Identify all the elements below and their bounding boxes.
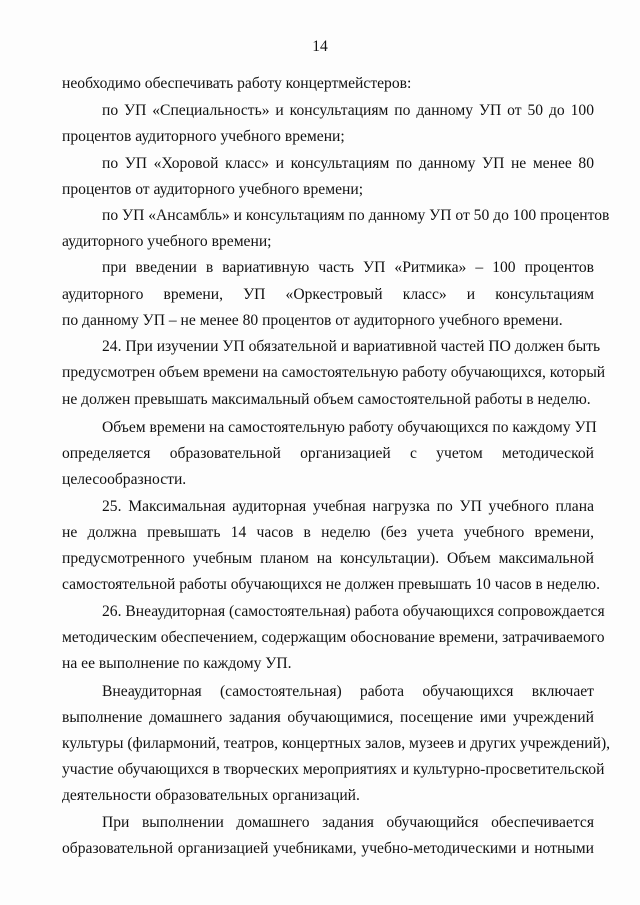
text-line-28: деятельности образовательных организаций. [62, 787, 360, 804]
text-line-11: 24. При изучении УП обязательной и вариативной частей ПО должен быть [102, 338, 601, 355]
text-line-29: При выполнении домашнего задания обучающийся обеспечивается [102, 814, 594, 831]
text-line-3: процентов аудиторного учебного времени; [62, 128, 345, 145]
text-line-6: по УП «Ансамбль» и консультациям по данному УП от 50 до 100 процентов [102, 207, 610, 224]
text-line-20: самостоятельной работы обучающихся не должен превышать 10 часов в неделю. [62, 576, 600, 593]
text-line-30: образовательной организацией учебниками, учебно-методическими и нотными [62, 840, 594, 857]
text-line-8: при введении в вариативную часть УП «Ритмика» – 100 процентов [102, 259, 594, 276]
text-line-14: Объем времени на самостоятельную работу обучающихся по каждому УП [102, 419, 597, 436]
text-line-25: выполнение домашнего задания обучающимися, посещение ими учреждений [62, 709, 594, 726]
text-line-21: 26. Внеаудиторная (самостоятельная) работа обучающихся сопровождается [102, 603, 605, 620]
text-line-19: предусмотренного учебным планом на консультации). Объем максимальной [62, 550, 594, 567]
text-line-10: по данному УП – не менее 80 процентов от аудиторного учебного времени. [62, 312, 563, 329]
text-line-12: предусмотрен объем времени на самостоятельную работу обучающихся, который [62, 364, 606, 381]
text-line-17: 25. Максимальная аудиторная учебная нагрузка по УП учебного плана [102, 498, 594, 515]
text-line-23: на ее выполнение по каждому УП. [62, 655, 292, 672]
text-line-5: процентов от аудиторного учебного времени; [62, 181, 364, 198]
text-line-24: Внеаудиторная (самостоятельная) работа обучающихся включает [102, 683, 594, 700]
text-line-27: участие обучающихся в творческих мероприятиях и культурно-просветительской [62, 761, 605, 778]
text-line-22: методическим обеспечением, содержащим обоснование времени, затрачиваемого [62, 629, 605, 646]
text-line-9: аудиторного времени, УП «Оркестровый класс» и консультациям [62, 286, 594, 303]
text-line-15: определяется образовательной организацией с учетом методической [62, 445, 594, 462]
text-line-16: целесообразности. [62, 471, 187, 488]
text-line-7: аудиторного учебного времени; [62, 233, 272, 250]
text-line-26: культуры (филармоний, театров, концертных залов, музеев и других учреждений), [62, 735, 611, 752]
text-line-1: необходимо обеспечивать работу концертмейстеров: [62, 75, 412, 92]
text-line-4: по УП «Хоровой класс» и консультациям по данному УП не менее 80 [102, 155, 594, 172]
text-line-2: по УП «Специальность» и консультациям по данному УП от 50 до 100 [102, 102, 594, 119]
page-number: 14 [312, 38, 328, 55]
text-line-13: не должен превышать максимальный объем самостоятельной работы в неделю. [62, 391, 591, 408]
text-line-18: не должна превышать 14 часов в неделю (без учета учебного времени, [62, 524, 594, 541]
